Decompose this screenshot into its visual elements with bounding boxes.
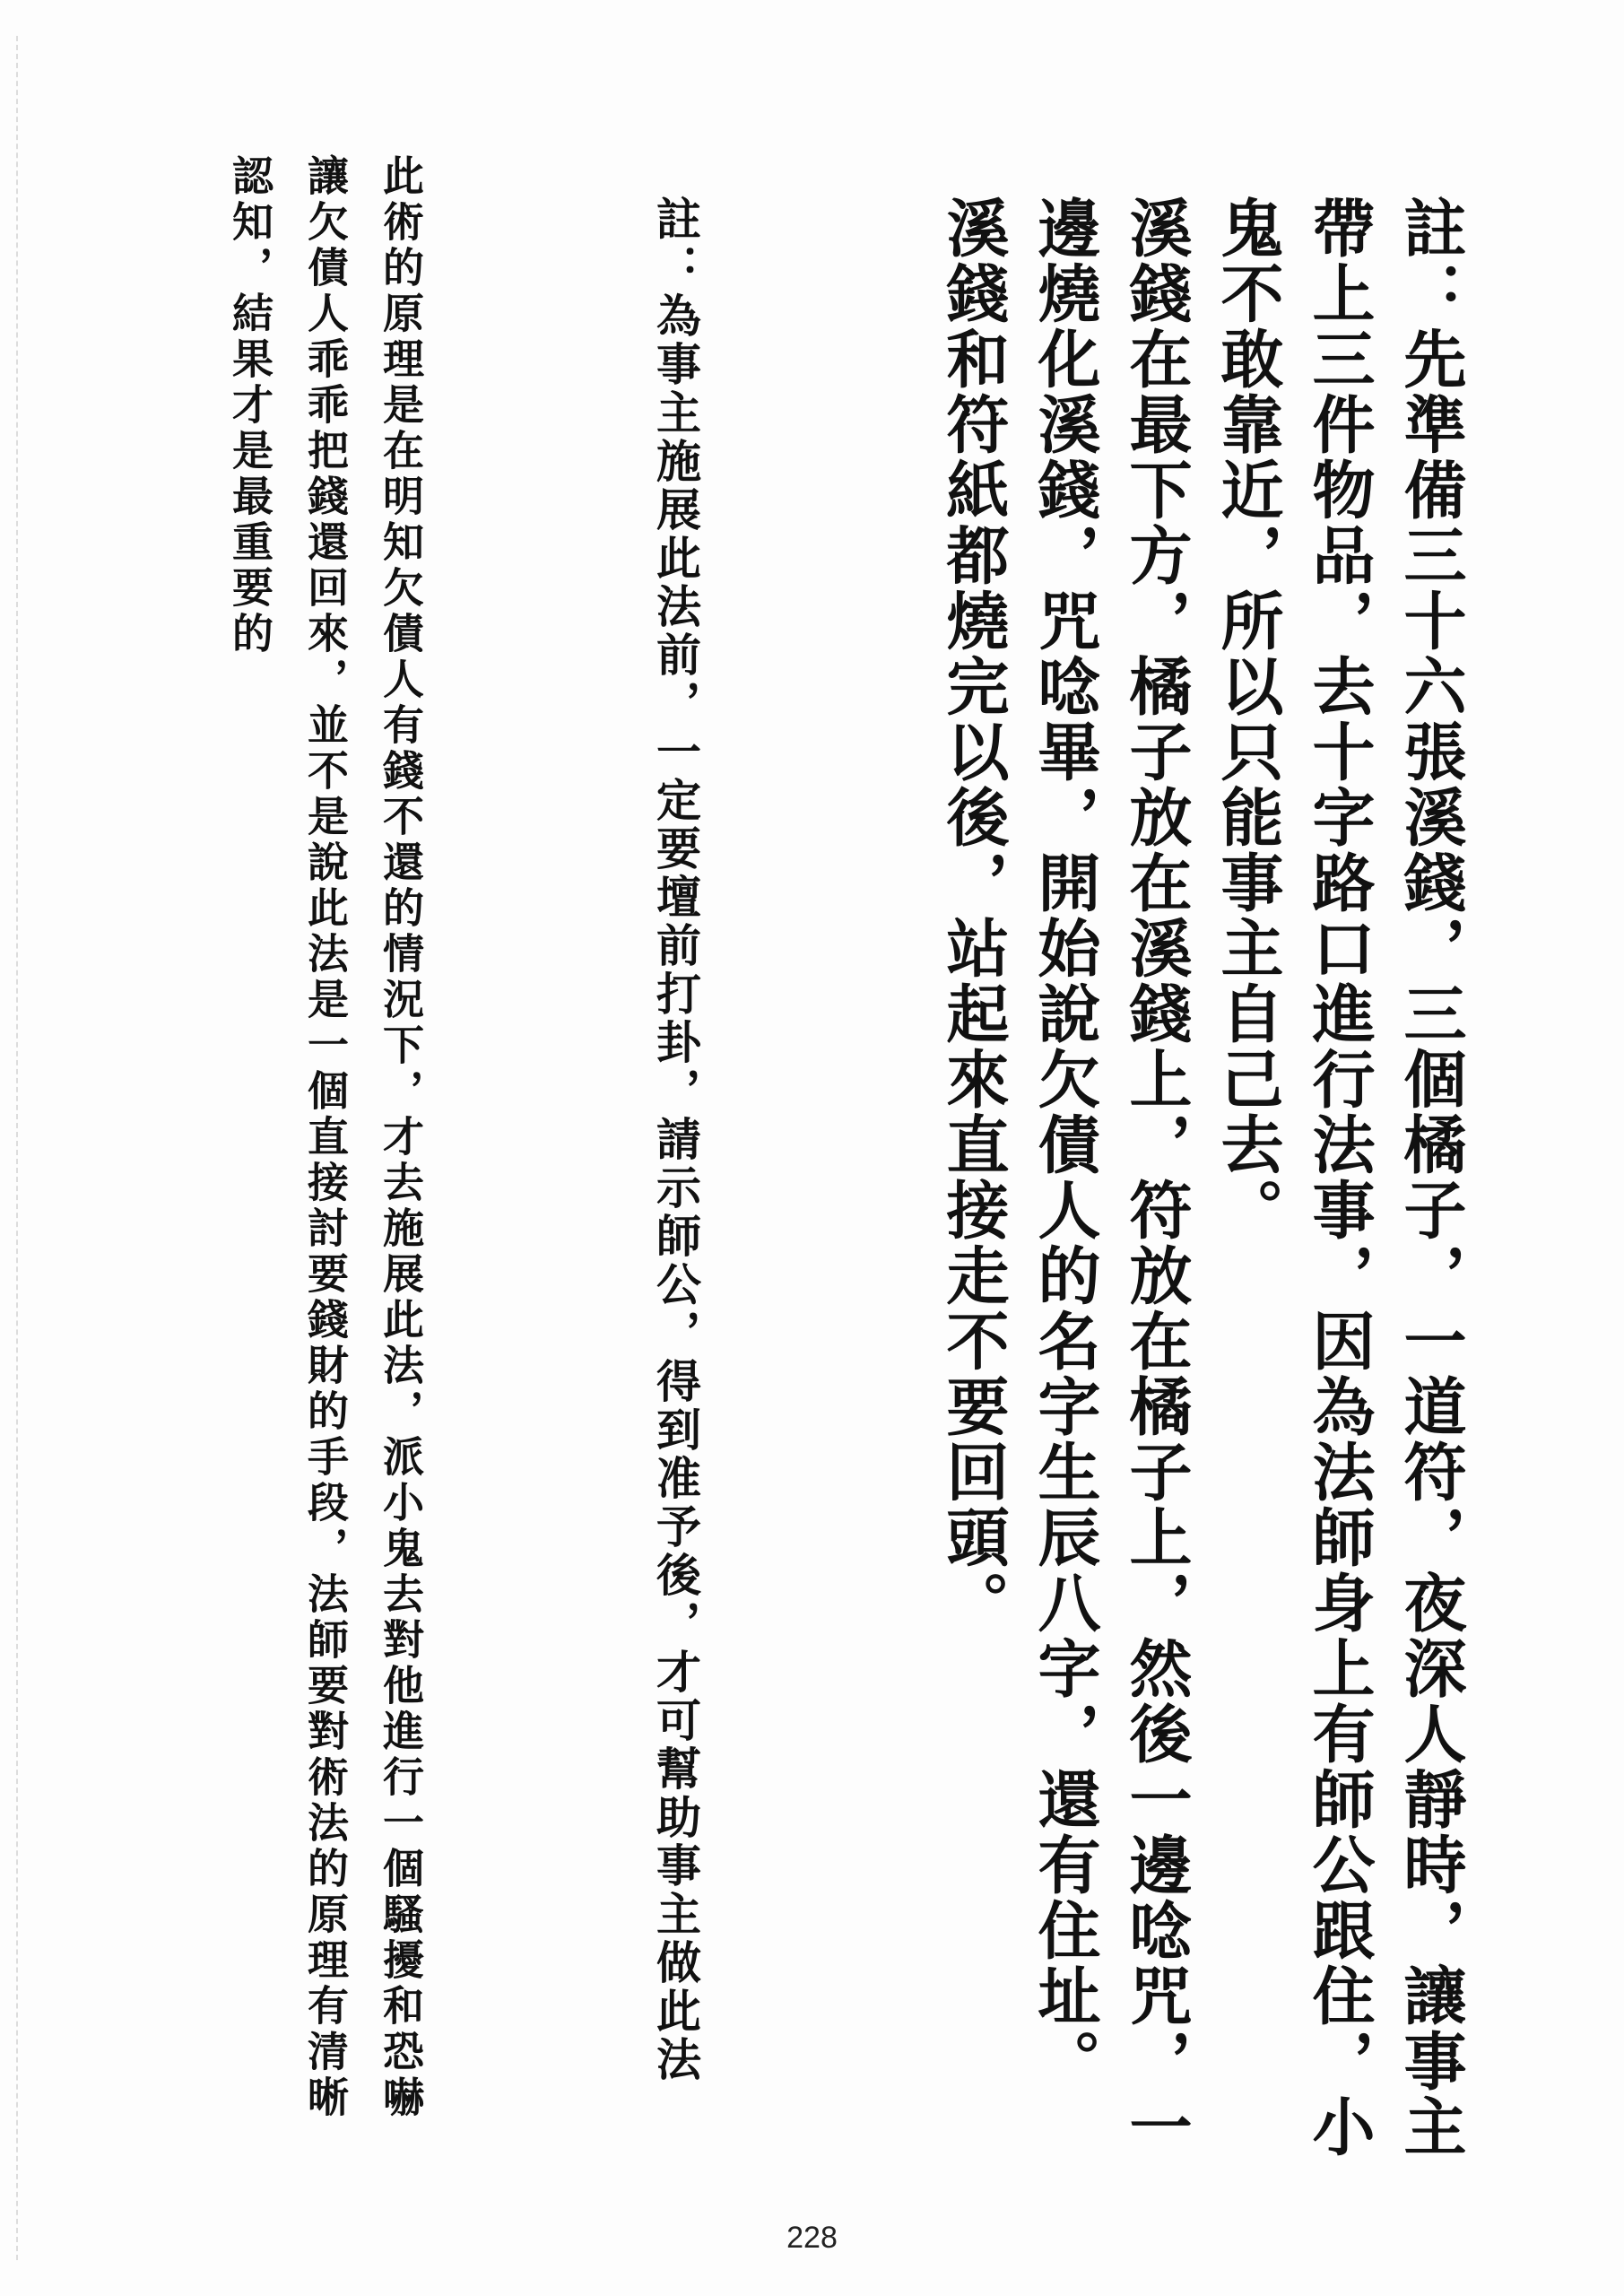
main-text-column-2: 帶上三件物品，去十字路口進行法事，因為法師身上有師公跟住，小: [1302, 196, 1376, 2160]
explanation-column-1: 此術的原理是在明知欠債人有錢不還的情況下，才去施展此法，派小鬼去對他進行一個騷擾和恐嚇: [377, 154, 425, 2121]
note-column: 註：為事主施展此法前，一定要壇前打卦，請示師公，得到准予後，才可幫助事主做此法: [649, 196, 702, 2084]
main-text-column-6: 溪錢和符紙都燒完以後，站起來直接走不要回頭。: [936, 196, 1011, 1636]
explanation-column-3: 認知，結果才是最重要的: [226, 154, 274, 657]
main-text-column-3: 鬼不敢靠近，所以只能事主自己去。: [1211, 196, 1285, 1243]
page-number: 228: [786, 2221, 838, 2255]
binding-edge: [16, 36, 27, 2260]
explanation-column-2: 讓欠債人乖乖把錢還回來，並不是說此法是一個直接討要錢財的手段，法師要對術法的原理有清晰: [301, 154, 350, 2121]
main-text-column-1: 註：先準備三十六張溪錢，三個橘子，一道符，夜深人靜時，讓事主: [1394, 196, 1468, 2160]
main-text-column-4: 溪錢在最下方，橘子放在溪錢上，符放在橘子上，然後一邊唸咒，一: [1119, 196, 1194, 2160]
main-text-column-5: 邊燒化溪錢，咒唸畢，開始說欠債人的名字生辰八字，還有住址。: [1028, 196, 1102, 2094]
